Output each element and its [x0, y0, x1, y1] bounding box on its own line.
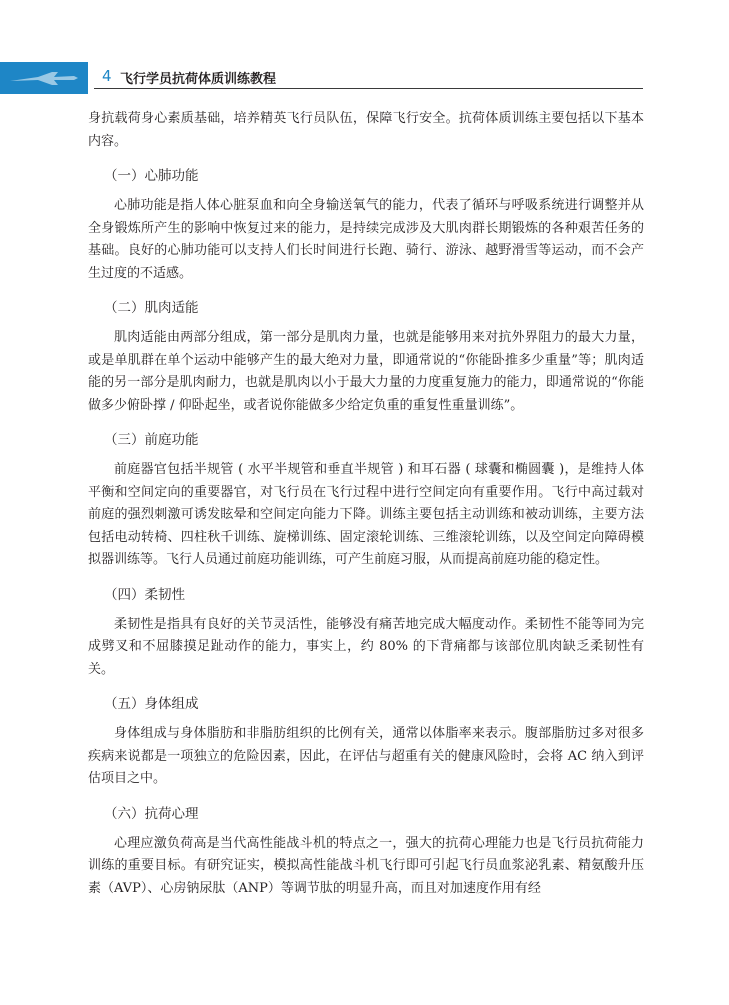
section-heading-muscular-fitness: （二）肌肉适能 [104, 300, 199, 316]
section-heading-flexibility: （四）柔韧性 [104, 586, 185, 603]
running-title: 飞行学员抗荷体质训练教程 [120, 72, 277, 87]
page-number: 4 [102, 67, 112, 85]
section-paragraph-anti-g-psychology: 心理应激负荷高是当代高性能战斗机的特点之一，强大的抗荷心理能力也是飞行员抗荷能力训练的重要目标。有研究证实，模拟高性能战斗机飞行即可引起飞行员血浆泌乳素、精氨酸升压素（AVP）、心房钠尿肽（ANP）等调节肽的明显升高，而且对加速度作用有经 [88, 835, 644, 896]
section-heading-vestibular: （三）前庭功能 [104, 432, 199, 448]
section-paragraph-cardiopulmonary: 心肺功能是指人体心脏泵血和向全身输送氧气的能力，代表了循环与呼吸系统进行调整并从全身锻炼所产生的影响中恢复过来的能力，是持续完成涉及大肌肉群长期锻炼的各种艰苦任务的基础。良好的心肺功能可以支持人们长时间进行长跑、骑行、游泳、越野滑雪等运动，而不会产生过度的不适感。 [88, 198, 644, 281]
section-paragraph-vestibular: 前庭器官包括半规管 ( 水平半规管和垂直半规管 ) 和耳石器 ( 球囊和椭圆囊 )，是维持人体平衡和空间定向的重要器官，对飞行员在飞行过程中进行空间定向有重要作用。飞行中高过载对前庭的强烈刺激可诱发眩晕和空间定向能力下降。训练主要包括主动训练和被动训练，主要方法包括电动转椅、四柱秋千训练、旋梯训练、固定滚轮训练、三维滚轮训练，以及空间定向障碍模拟器训练等。飞行人员通过前庭功能训练，可产生前庭习服，从而提高前庭功能的稳定性。 [88, 462, 644, 567]
section-paragraph-muscular-fitness: 肌肉适能由两部分组成，第一部分是肌肉力量，也就是能够用来对抗外界阻力的最大力量，或是单肌群在单个运动中能够产生的最大绝对力量，即通常说的“你能卧推多少重量”等；肌肉适能的另一部分是肌肉耐力，也就是肌肉以小于最大力量的力度重复施力的能力，即通常说的“你能做多少俯卧撑 / 仰卧起坐，或者说你能做多少给定负重的重复性重量训练”。 [88, 330, 644, 413]
section-heading-body-composition: （五）身体组成 [104, 696, 199, 712]
jet-aircraft-icon [8, 68, 80, 88]
header-divider [94, 88, 643, 89]
header-band [0, 62, 88, 94]
section-heading-anti-g-psychology: （六）抗荷心理 [104, 805, 199, 822]
body-text [88, 108, 644, 912]
section-paragraph-body-composition: 身体组成与身体脂肪和非脂肪组织的比例有关，通常以体脂率来表示。腹部脂肪过多对很多疾病来说都是一项独立的危险因素，因此，在评估与超重有关的健康风险时，会将 AC 纳入到评估项目之中。 [88, 726, 644, 786]
section-heading-cardiopulmonary: （一）心肺功能 [104, 168, 199, 184]
section-paragraph-flexibility: 柔韧性是指具有良好的关节灵活性，能够没有痛苦地完成大幅度动作。柔韧性不能等同为完成劈叉和不屈膝摸足趾动作的能力，事实上，约 80% 的下背痛都与该部位肌肉缺乏柔韧性有关。 [88, 616, 644, 677]
intro-paragraph: 身抗载荷身心素质基础，培养精英飞行员队伍，保障飞行安全。抗荷体质训练主要包括以下基本内容。 [88, 111, 644, 149]
